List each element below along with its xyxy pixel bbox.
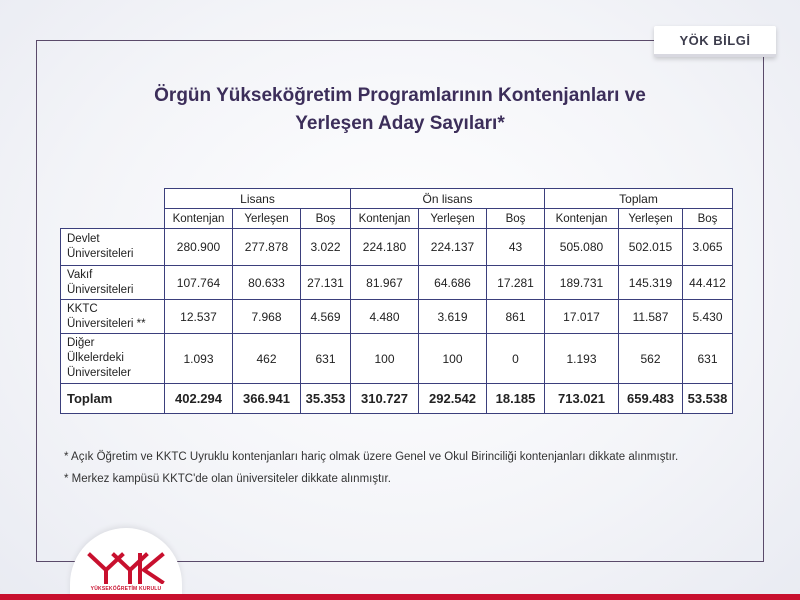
table-cell: 12.537: [165, 300, 233, 334]
table-cell: 43: [487, 229, 545, 266]
table-cell: 53.538: [683, 384, 733, 414]
table-cell: 81.967: [351, 266, 419, 300]
table-cell: 107.764: [165, 266, 233, 300]
table-cell: 224.180: [351, 229, 419, 266]
table-cell: 1.193: [545, 334, 619, 384]
table-cell: 402.294: [165, 384, 233, 414]
table-cell: 18.185: [487, 384, 545, 414]
title-line-1: Örgün Yükseköğretim Programlarının Kontenjanları ve: [154, 85, 646, 106]
table-cell: 462: [233, 334, 301, 384]
total-row: [61, 384, 733, 414]
table-cell: 145.319: [619, 266, 683, 300]
title-line-2: Yerleşen Aday Sayıları*: [295, 113, 505, 134]
table-row: [61, 300, 733, 334]
table-cell: 502.015: [619, 229, 683, 266]
column-header: Kontenjan: [351, 209, 419, 229]
table-cell: 3.065: [683, 229, 733, 266]
table-cell: 17.017: [545, 300, 619, 334]
row-label: Devlet Üniversiteleri: [61, 229, 165, 266]
group-header-onlisans: Ön lisans: [351, 189, 545, 209]
bottom-accent-bar: [0, 594, 800, 600]
logo-text: YÜKSEKÖĞRETİM KURULU: [90, 586, 162, 592]
row-label: Diğer Ülkelerdeki Üniversiteler: [61, 334, 165, 384]
table-cell: 35.353: [301, 384, 351, 414]
column-header: Yerleşen: [233, 209, 301, 229]
table-row: [61, 229, 733, 266]
table-row: [61, 334, 733, 384]
table-cell: 4.480: [351, 300, 419, 334]
column-header: Kontenjan: [165, 209, 233, 229]
page-title: [60, 82, 740, 138]
table-cell: 44.412: [683, 266, 733, 300]
table-cell: 659.483: [619, 384, 683, 414]
row-label: Vakıf Üniversiteleri: [61, 266, 165, 300]
yok-bilgi-badge: YÖK BİLGİ: [654, 26, 776, 57]
row-label: KKTC Üniversiteleri **: [61, 300, 165, 334]
table-cell: 3.619: [419, 300, 487, 334]
table-cell: 310.727: [351, 384, 419, 414]
table-cell: 277.878: [233, 229, 301, 266]
table-cell: 11.587: [619, 300, 683, 334]
table-cell: 861: [487, 300, 545, 334]
table-cell: 713.021: [545, 384, 619, 414]
table-cell: 27.131: [301, 266, 351, 300]
table-cell: 505.080: [545, 229, 619, 266]
table-cell: 366.941: [233, 384, 301, 414]
table-cell: 100: [419, 334, 487, 384]
quota-table: [60, 188, 733, 414]
table-cell: 631: [301, 334, 351, 384]
column-header: Yerleşen: [619, 209, 683, 229]
table-corner: [61, 189, 165, 209]
group-header-toplam: Toplam: [545, 189, 733, 209]
table-cell: 64.686: [419, 266, 487, 300]
column-header: Boş: [301, 209, 351, 229]
table-cell: 3.022: [301, 229, 351, 266]
table-cell: 5.430: [683, 300, 733, 334]
column-header: Boş: [683, 209, 733, 229]
footnote: * Merkez kampüsü KKTC'de olan üniversiteler dikkate alınmıştır.: [64, 473, 391, 485]
table-cell: 631: [683, 334, 733, 384]
table-cell: 224.137: [419, 229, 487, 266]
group-header-lisans: Lisans: [165, 189, 351, 209]
table-cell: 100: [351, 334, 419, 384]
column-header: Yerleşen: [419, 209, 487, 229]
row-label: Toplam: [61, 384, 165, 414]
table-cell: 280.900: [165, 229, 233, 266]
footnote: * Açık Öğretim ve KKTC Uyruklu kontenjanları hariç olmak üzere Genel ve Okul Birinciliği kontenjanları dikkate alınmıştır.: [64, 451, 679, 463]
table-row: [61, 266, 733, 300]
yok-logo-icon: [84, 552, 168, 584]
column-header: Boş: [487, 209, 545, 229]
table-cell: 80.633: [233, 266, 301, 300]
table-cell: 0: [487, 334, 545, 384]
column-header: Kontenjan: [545, 209, 619, 229]
table-cell: 562: [619, 334, 683, 384]
footnotes: [64, 446, 678, 490]
table-cell: 17.281: [487, 266, 545, 300]
table-cell: 292.542: [419, 384, 487, 414]
table-cell: 7.968: [233, 300, 301, 334]
table-cell: 1.093: [165, 334, 233, 384]
table-cell: 189.731: [545, 266, 619, 300]
table-cell: 4.569: [301, 300, 351, 334]
table-corner: [61, 209, 165, 229]
